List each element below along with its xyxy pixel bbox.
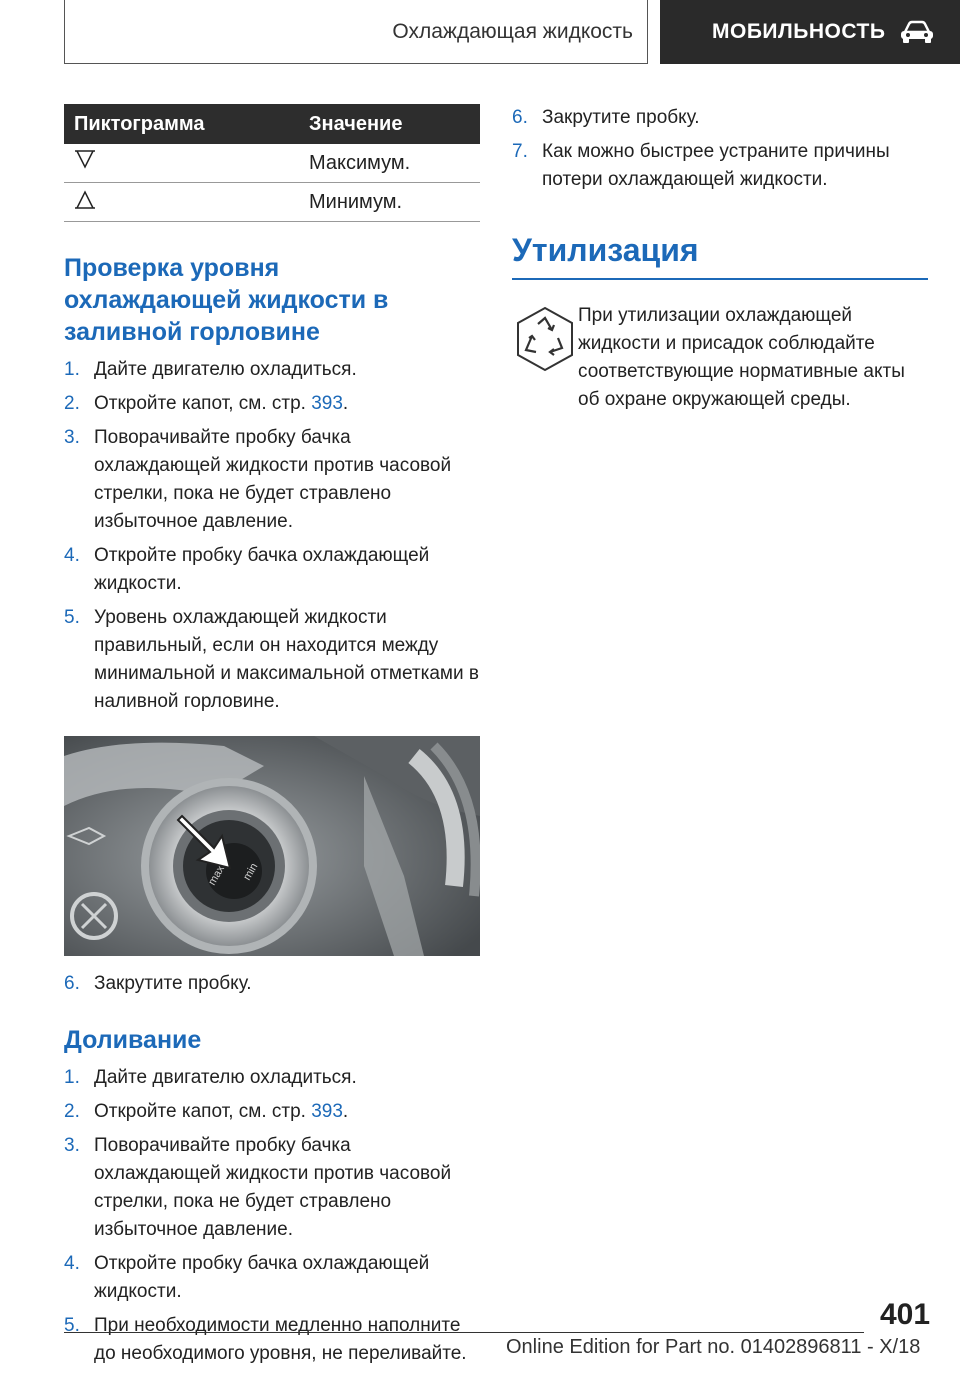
check-steps-list-continued bbox=[64, 970, 480, 998]
step-number: 4. bbox=[64, 1253, 80, 1274]
disposal-section-title: Утилизация bbox=[512, 230, 928, 280]
list-item bbox=[64, 390, 480, 418]
list-item bbox=[64, 542, 480, 598]
table-row bbox=[64, 144, 480, 183]
list-item bbox=[64, 1312, 480, 1368]
car-icon bbox=[899, 20, 935, 44]
step-number: 1. bbox=[64, 359, 80, 380]
check-title-line1: Проверка уровня bbox=[64, 254, 280, 282]
step-text: Поворачивайте пробку бачка охлаждающей жидкости против часовой стрелки, пока не будет стравлено избыточное давление. bbox=[94, 1135, 452, 1240]
step-number: 6. bbox=[512, 107, 528, 128]
disposal-note bbox=[512, 302, 928, 414]
step-text-after: . bbox=[342, 1101, 349, 1122]
step-text: Поворачивайте пробку бачка охлаждающей жидкости против часовой стрелки, пока не будет стравлено избыточное давление. bbox=[94, 427, 452, 532]
table-header-row bbox=[64, 104, 480, 144]
list-item bbox=[64, 356, 480, 384]
step-number: 7. bbox=[512, 141, 528, 162]
step-number: 3. bbox=[64, 1135, 80, 1156]
check-section-title bbox=[64, 252, 480, 348]
list-item bbox=[512, 104, 928, 132]
list-item bbox=[64, 970, 480, 998]
disposal-text: При утилизации охлаждающей жидкости и присадок соблюдайте соответствующие нормативные акты об охране окружающей среды. bbox=[578, 305, 905, 410]
right-column bbox=[512, 104, 928, 414]
page-link[interactable]: 393 bbox=[311, 1101, 343, 1122]
check-title-line2: охлаждающей жидкости в bbox=[64, 286, 389, 314]
step-text: Закрутите пробку. bbox=[542, 107, 700, 128]
topup-steps-list bbox=[64, 1064, 480, 1368]
footer-divider bbox=[64, 1332, 864, 1333]
step-text: Уровень охлаждающей жидкости правильный, если он находится между минимальной и максимальной отметками в наливной горловине. bbox=[94, 607, 479, 712]
check-steps-list bbox=[64, 356, 480, 716]
left-column bbox=[64, 104, 480, 1374]
step-number: 4. bbox=[64, 545, 80, 566]
table-row bbox=[64, 183, 480, 222]
header-title bbox=[64, 0, 648, 64]
step-text: Дайте двигателю охладиться. bbox=[94, 1067, 357, 1088]
coolant-filler-neck-photo bbox=[64, 736, 480, 956]
cap-label-min: min bbox=[241, 861, 261, 883]
step-text-after: . bbox=[342, 393, 349, 414]
table-meaning-cell: Максимум. bbox=[299, 144, 480, 183]
step-number: 2. bbox=[64, 1101, 80, 1122]
step-text: Откройте капот, см. стр. bbox=[94, 1101, 312, 1122]
list-item bbox=[64, 1132, 480, 1244]
list-item bbox=[64, 424, 480, 536]
table-icon-cell bbox=[64, 183, 299, 222]
table-meaning-cell: Минимум. bbox=[299, 183, 480, 222]
step-text: Откройте пробку бачка охлаждающей жидкости. bbox=[94, 1253, 430, 1302]
step-text: Дайте двигателю охладиться. bbox=[94, 359, 357, 380]
step-text: Закрутите пробку. bbox=[94, 973, 252, 994]
step-text: Как можно быстрее устраните причины потери охлаждающей жидкости. bbox=[542, 141, 890, 190]
step-number: 3. bbox=[64, 427, 80, 448]
max-mark-icon bbox=[74, 149, 96, 171]
step-number: 2. bbox=[64, 393, 80, 414]
step-number: 1. bbox=[64, 1067, 80, 1088]
list-item bbox=[64, 604, 480, 716]
cap-label-max: max bbox=[206, 863, 227, 888]
step-number: 5. bbox=[64, 1315, 80, 1336]
pictogram-table bbox=[64, 104, 480, 222]
step-text: Откройте капот, см. стр. bbox=[94, 393, 312, 414]
header-section-tab[interactable] bbox=[660, 0, 960, 64]
list-item bbox=[512, 138, 928, 194]
page-number: 401 bbox=[880, 1298, 931, 1331]
list-item bbox=[64, 1250, 480, 1306]
table-header-meaning: Значение bbox=[299, 104, 480, 144]
step-text: Откройте пробку бачка охлаждающей жидкости. bbox=[94, 545, 430, 594]
check-title-line3: заливной горловине bbox=[64, 318, 320, 346]
topup-section-title: Доливание bbox=[64, 1026, 202, 1054]
filler-neck-illustration bbox=[64, 736, 480, 956]
table-icon-cell bbox=[64, 144, 299, 183]
header-section-text: МОБИЛЬНОСТЬ bbox=[712, 20, 886, 43]
step-text: При необходимости медленно наполните до необходимого уровня, не переливайте. bbox=[94, 1315, 467, 1364]
list-item bbox=[64, 1064, 480, 1092]
list-item bbox=[64, 1098, 480, 1126]
recycle-icon bbox=[512, 306, 578, 372]
table-header-pictogram: Пиктограмма bbox=[64, 104, 299, 144]
footer-edition: Online Edition for Part no. 01402896811 - X/18 bbox=[506, 1336, 921, 1358]
header-title-text: Охлаждающая жидкость bbox=[392, 19, 633, 43]
page-link[interactable]: 393 bbox=[311, 393, 343, 414]
min-mark-icon bbox=[74, 188, 96, 210]
step-number: 5. bbox=[64, 607, 80, 628]
step-number: 6. bbox=[64, 973, 80, 994]
topup-steps-list-continued bbox=[512, 104, 928, 194]
